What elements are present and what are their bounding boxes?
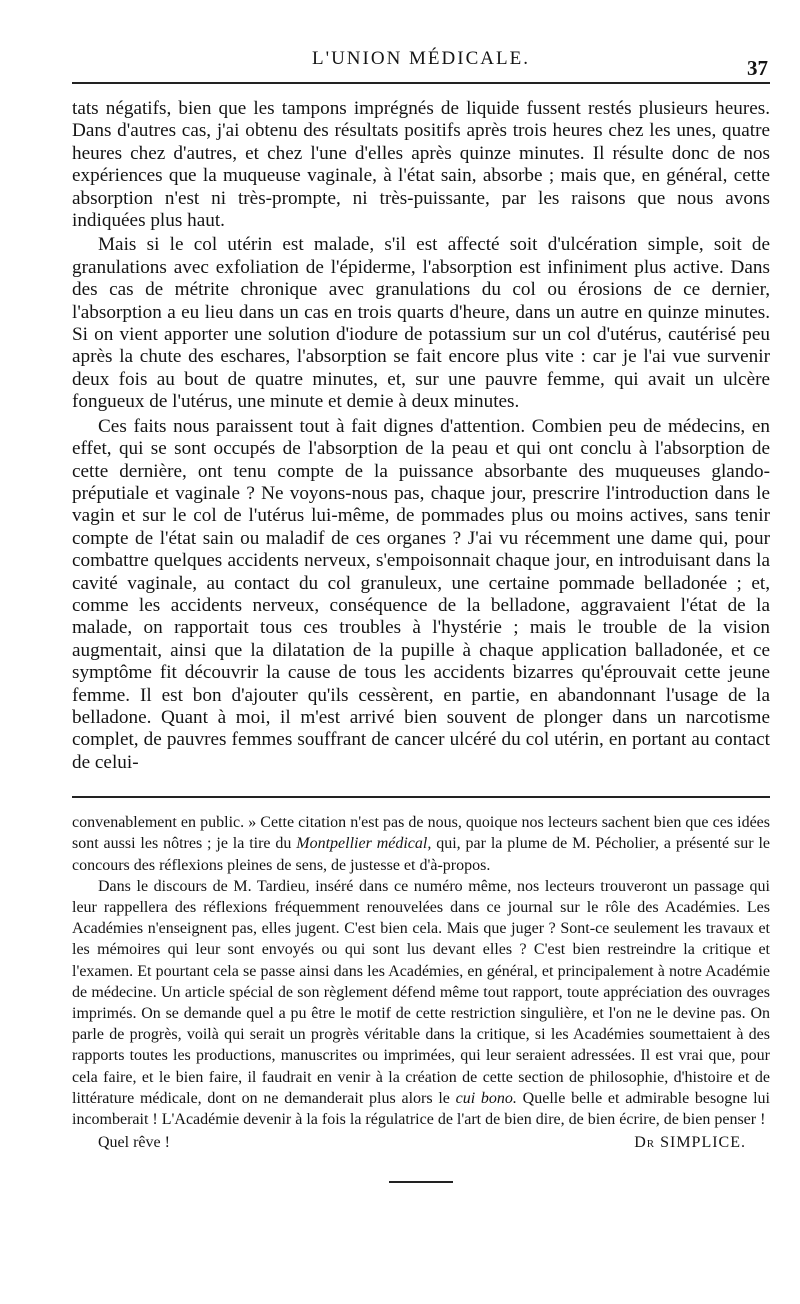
- note-paragraph: [72, 812, 770, 876]
- paragraph: tats négatifs, bien que les tampons imprégnés de liquide fussent restés plusieurs heures. Dans d'autres cas, j'ai obtenu des résultats positifs après trois heures chez les unes, quatre heures chez d'autres, et chez l'une d'elles après quinze minutes. Il résulte donc de nos expériences que la muqueuse vaginale, à l'état sain, absorbe ; mais que, en général, cette absorption n'est ni très-prompte, ni très-puissante, par les raisons que nous avons indiquées plus haut.: [72, 98, 770, 232]
- author-signature: Dr SIMPLICE.: [634, 1134, 746, 1152]
- paragraph: Mais si le col utérin est malade, s'il est affecté soit d'ulcération simple, soit de granulations avec exfoliation de l'épiderme, l'absorption est infiniment plus active. Dans des cas de métrite chronique avec granulations du col ou érosions de ce dernier, l'absorption a eu lieu dans un cas en trois quarts d'heure, dans un autre en quinze minutes. Si on vient apporter une solution d'iodure de potassium sur un col d'utérus, cautérisé peu après la chute des eschares, l'absorption se fait encore plus vite : car je l'ai vue survenir deux fois au bout de quatre minutes, et, sur une pauvre femme, qui avait un ulcère fongueux de l'utérus, une minute et demie à deux minutes.: [72, 234, 770, 413]
- signature-line: [72, 1132, 770, 1153]
- journal-title: L'UNION MÉDICALE.: [312, 48, 530, 69]
- note-text: qui, par la plume de M. Pécholier, a présenté sur le concours des réflexions pleines de sens, de justesse et d'à-propos.: [72, 835, 770, 874]
- note-text: Dans le discours de M. Tardieu, inséré dans ce numéro même, nos lecteurs trouveront un passage qui leur rappellera des réflexions fréquemment renouvelées dans ce journal sur le rôle des Académies. Les Académies n'enseignent pas, elles jugent. C'est bien cela. Mais que juger ? Sont-ce seulement les travaux et les mémoires qui leur sont envoyés ou qui sont lus devant elles ? C'est bien restreindre la critique et l'examen. Et pourtant cela se passe ainsi dans les Académies, en général, et principalement à notre Académie de médecine. Un article spécial de son règlement défend même tout rapport, toute appréciation des ouvrages imprimés. On se demande quel a pu être le motif de cette restriction singulière, et l'on ne le devine pas. On parle de progrès, voilà qui serait un progrès véritable dans la critique, si les Académies soumettaient à des rapports toutes les productions, manuscrites ou imprimées, qui leur seraient adressées. Il est vrai que, pour cela faire, et le bien faire, il faudrait en venir à la création de cette section de philosophie, d'histoire et de littérature médicale, dont on ne demanderait plus alors le: [72, 877, 770, 1107]
- end-rule: [389, 1181, 453, 1183]
- page-number: 37: [747, 56, 768, 80]
- note-text: convenablement en public. » Cette citation n'est pas de nous, quoique nos lecteurs sachent bien que ces idées sont aussi les nôtres ; je la tire du: [72, 814, 770, 853]
- feuilleton-text: [72, 812, 770, 1153]
- footnote-rule: [72, 796, 770, 798]
- latin-phrase: cui bono.: [455, 1089, 517, 1107]
- running-head: [72, 48, 770, 82]
- header-rule: [72, 82, 770, 84]
- closing-exclamation: Quel rêve !: [98, 1134, 170, 1152]
- paragraph: Ces faits nous paraissent tout à fait dignes d'attention. Combien peu de médecins, en effet, qui se sont occupés de l'absorption de la peau et qui ont conclu à l'absorption de cette dernière, ont tenu compte de la puissance absorbante des muqueuses glando-préputiale et vaginale ? Ne voyons-nous pas, chaque jour, prescrire l'introduction dans le vagin et sur le col de l'utérus lui-même, de pommades plus ou moins actives, sans tenir compte de l'état sain ou maladif de ces organes ? J'ai vu récemment une dame qui, pour combattre quelques accidents nerveux, s'empoisonnait chaque jour, en introduisant dans la cavité vaginale, au contact du col granuleux, une certaine pommade belladonée ; et, comme les accidents nerveux, conséquence de la belladone, aggravaient l'état de la malade, on rapportait tous ces troubles à l'hystérie ; mais le trouble de la vision augmentait, ainsi que la dilatation de la pupille à chaque application balladonée, et ce symptôme fit découvrir la cause de tous les accidents bizarres qu'éprouvait cette jeune femme. Il est bon d'ajouter qu'ils cessèrent, en partie, en abandonnant l'usage de la belladone. Quant à moi, il m'est arrivé bien souvent de plonger dans un narcotisme complet, de pauvres femmes souffrant de cancer ulcéré du col utérin, en portant au contact de celui-: [72, 415, 770, 773]
- journal-name: Montpellier médical,: [296, 835, 432, 853]
- note-paragraph: [72, 876, 770, 1130]
- note-text: Quelle belle et admirable besogne lui incomberait ! L'Académie devenir à la fois la régulatrice de l'art de bien dire, de bien écrire, de bien penser !: [72, 1089, 770, 1129]
- main-text: [72, 98, 770, 774]
